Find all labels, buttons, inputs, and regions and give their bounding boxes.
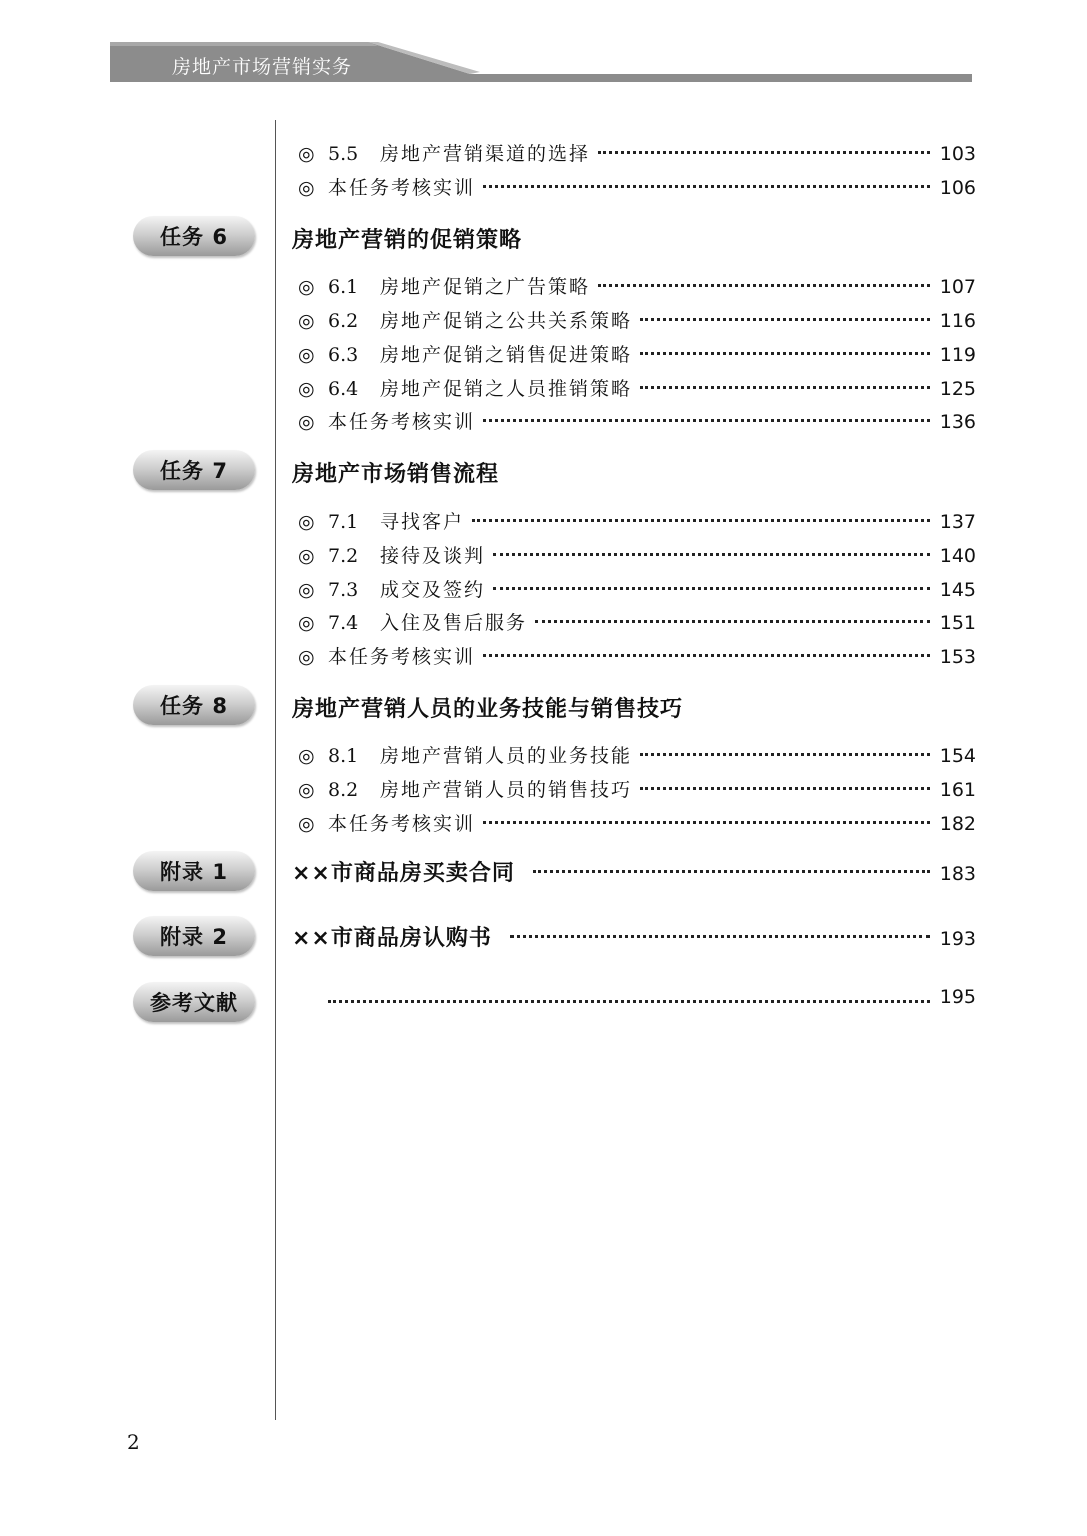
entry-page: 119: [939, 344, 976, 366]
bullet-icon: ◎: [298, 310, 317, 332]
leader-dots: [328, 999, 930, 1003]
appendix-tab[interactable]: 附录 2: [133, 916, 255, 956]
entry-page: 125: [939, 378, 976, 400]
entry-page: 145: [939, 579, 976, 601]
entry-page: 182: [939, 813, 976, 835]
appendix-title: ××市商品房买卖合同: [292, 861, 515, 886]
leader-dots: [535, 619, 930, 623]
entry-title: 本任务考核实训: [328, 177, 476, 199]
toc-entry[interactable]: [298, 340, 976, 366]
bullet-icon: ◎: [298, 511, 317, 533]
entry-number: 8.2: [328, 779, 359, 801]
leader-dots: [493, 586, 930, 590]
entry-title: 成交及签约: [380, 579, 486, 601]
bullet-icon: ◎: [298, 612, 317, 634]
entry-page: 140: [939, 545, 976, 567]
bullet-icon: ◎: [298, 276, 317, 298]
chapter-tab[interactable]: 任务 8: [133, 685, 255, 725]
leader-dots: [640, 786, 930, 790]
page-number: 2: [127, 1430, 140, 1454]
entry-page: 153: [939, 646, 976, 668]
chapter-tab[interactable]: 任务 6: [133, 216, 255, 256]
entry-title: 房地产促销之人员推销策略: [380, 378, 633, 400]
bullet-icon: ◎: [298, 745, 317, 767]
entry-title: 本任务考核实训: [328, 813, 476, 835]
bullet-icon: ◎: [298, 545, 317, 567]
appendix-page: 193: [939, 928, 976, 950]
entry-number: 6.3: [328, 344, 359, 366]
entry-page: 136: [939, 411, 976, 433]
toc-entry[interactable]: [298, 173, 976, 199]
appendix-page: 183: [939, 863, 976, 885]
toc-entry[interactable]: [298, 306, 976, 332]
entry-page: 154: [939, 745, 976, 767]
entry-number: 8.1: [328, 745, 359, 767]
bullet-icon: ◎: [298, 579, 317, 601]
leader-dots: [483, 820, 930, 824]
toc-entry[interactable]: [298, 575, 976, 601]
entry-title: 房地产促销之公共关系策略: [380, 310, 633, 332]
entry-title: 房地产营销人员的销售技巧: [380, 779, 633, 801]
toc-entry[interactable]: [298, 608, 976, 634]
entry-number: 7.1: [328, 511, 359, 533]
leader-dots: [533, 869, 930, 873]
toc-entry[interactable]: [298, 809, 976, 835]
leader-dots: [483, 418, 930, 422]
entry-page: 137: [939, 511, 976, 533]
entry-title: 本任务考核实训: [328, 411, 476, 433]
entry-number: 6.1: [328, 276, 359, 298]
bullet-icon: ◎: [298, 813, 317, 835]
appendix-tab[interactable]: 附录 1: [133, 851, 255, 891]
bullet-icon: ◎: [298, 411, 317, 433]
entry-number: 6.2: [328, 310, 359, 332]
entry-title: 本任务考核实训: [328, 646, 476, 668]
leader-dots: [598, 150, 930, 154]
toc-entry[interactable]: [298, 741, 976, 767]
toc-entry[interactable]: [298, 775, 976, 801]
toc-entry[interactable]: [298, 507, 976, 533]
entry-title: 房地产营销渠道的选择: [380, 143, 591, 165]
entry-page: 106: [939, 177, 976, 199]
entry-page: 116: [939, 310, 976, 332]
entry-number: 7.4: [328, 612, 359, 634]
leader-dots: [640, 317, 930, 321]
entry-page: 151: [939, 612, 976, 634]
bullet-icon: ◎: [298, 646, 317, 668]
appendix-entry[interactable]: [292, 921, 976, 951]
entry-number: 5.5: [328, 143, 359, 165]
entry-number: 7.3: [328, 579, 359, 601]
entry-title: 房地产促销之销售促进策略: [380, 344, 633, 366]
leader-dots: [640, 385, 930, 389]
bullet-icon: ◎: [298, 378, 317, 400]
chapter-tab[interactable]: 任务 7: [133, 450, 255, 490]
references-entry[interactable]: [310, 986, 976, 1016]
entry-number: 6.4: [328, 378, 359, 400]
bullet-icon: ◎: [298, 344, 317, 366]
leader-dots: [483, 653, 930, 657]
toc-entry[interactable]: [298, 541, 976, 567]
entry-page: 161: [939, 779, 976, 801]
toc-entry[interactable]: [298, 272, 976, 298]
entry-page: 103: [939, 143, 976, 165]
bullet-icon: ◎: [298, 177, 317, 199]
references-page: 195: [939, 986, 976, 1008]
bullet-icon: ◎: [298, 143, 317, 165]
chapter-title[interactable]: 房地产营销的促销策略: [292, 228, 523, 253]
toc-entry[interactable]: [298, 407, 976, 433]
vertical-divider: [275, 120, 276, 1420]
leader-dots: [640, 752, 930, 756]
entry-number: 7.2: [328, 545, 359, 567]
leader-dots: [598, 283, 930, 287]
toc-entry[interactable]: [298, 642, 976, 668]
appendix-entry[interactable]: [292, 856, 976, 886]
references-tab[interactable]: 参考文献: [133, 982, 255, 1022]
running-header: [110, 42, 972, 82]
entry-title: 寻找客户: [380, 511, 465, 533]
leader-dots: [483, 184, 930, 188]
entry-title: 房地产营销人员的业务技能: [380, 745, 633, 767]
entry-title: 入住及售后服务: [380, 612, 528, 634]
leader-dots: [640, 351, 930, 355]
book-title: 房地产市场营销实务: [172, 56, 353, 78]
entry-page: 107: [939, 276, 976, 298]
leader-dots: [472, 518, 930, 522]
toc-entry[interactable]: [298, 139, 976, 165]
chapter-title[interactable]: 房地产市场销售流程: [292, 462, 500, 487]
leader-dots: [493, 552, 930, 556]
toc-entry[interactable]: [298, 374, 976, 400]
entry-title: 房地产促销之广告策略: [380, 276, 591, 298]
appendix-title: ××市商品房认购书: [292, 926, 492, 951]
leader-dots: [510, 934, 930, 938]
bullet-icon: ◎: [298, 779, 317, 801]
entry-title: 接待及谈判: [380, 545, 486, 567]
chapter-title[interactable]: 房地产营销人员的业务技能与销售技巧: [292, 697, 684, 722]
